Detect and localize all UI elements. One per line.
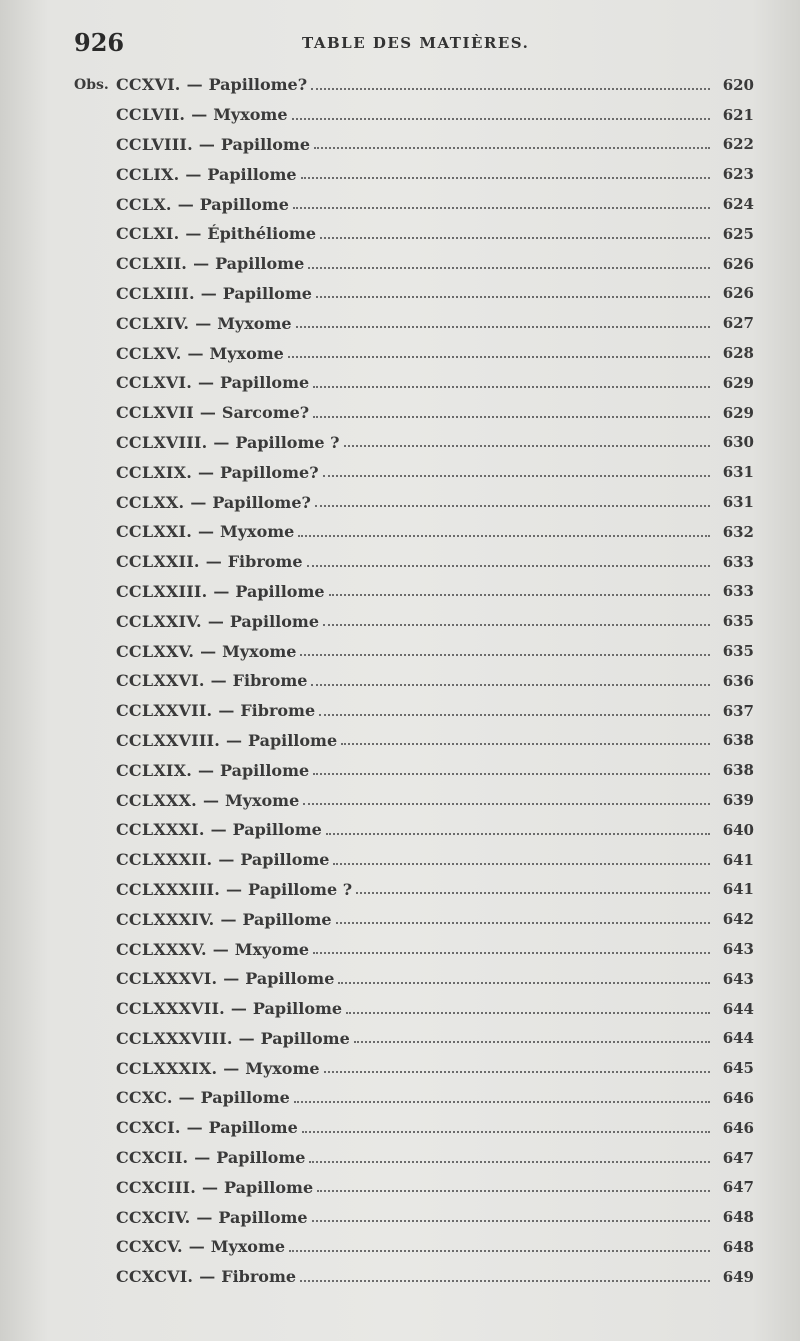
entry-title: Papillome? <box>220 462 319 482</box>
separator-dash: — <box>198 134 215 154</box>
separator-dash: — <box>178 1088 195 1108</box>
toc-entry <box>116 612 720 631</box>
toc-entry <box>116 1088 720 1107</box>
toc-entry <box>116 969 720 988</box>
toc-entry <box>116 1118 720 1137</box>
toc-row <box>74 308 754 338</box>
dot-leader <box>356 892 710 894</box>
toc-entry <box>116 820 720 839</box>
page-reference: 638 <box>722 731 754 750</box>
separator-dash: — <box>177 194 194 214</box>
toc-row <box>74 1172 754 1202</box>
entry-title: Myxome <box>245 1058 320 1078</box>
toc-entry <box>116 165 720 184</box>
dot-leader <box>320 237 710 239</box>
toc-entry <box>116 731 720 750</box>
entry-title: Papillome <box>229 611 319 631</box>
toc-entry <box>116 1237 720 1256</box>
observation-number: CCXCIII. <box>116 1177 196 1197</box>
toc-row <box>74 994 754 1024</box>
separator-dash: — <box>230 999 247 1019</box>
toc-entry <box>116 791 720 810</box>
page-reference: 627 <box>722 314 754 333</box>
toc-row <box>74 666 754 696</box>
toc-entry <box>116 880 720 899</box>
page-reference: 638 <box>722 761 754 780</box>
dot-leader <box>300 1280 710 1282</box>
observation-number: CCLXIII. <box>116 283 195 303</box>
toc-row <box>74 457 754 487</box>
dot-leader <box>314 147 710 149</box>
separator-dash: — <box>212 939 229 959</box>
entry-title: Myxome <box>220 522 295 542</box>
page-reference: 643 <box>722 940 754 958</box>
page-reference: 632 <box>722 522 754 541</box>
entry-title: Papillome <box>223 1177 314 1197</box>
toc-row <box>74 219 754 249</box>
toc-entry <box>116 344 720 363</box>
dot-leader <box>324 1071 710 1073</box>
toc-row <box>74 130 754 160</box>
toc-entry <box>116 1267 720 1286</box>
dot-leader <box>326 833 710 835</box>
entry-title: Myxome <box>213 105 288 125</box>
observation-number: CCXCVI. <box>116 1267 194 1287</box>
separator-dash: — <box>193 254 210 274</box>
observation-number: CCXCV. <box>116 1237 183 1257</box>
observation-number: CCLXXXIX. <box>116 1058 218 1078</box>
entry-title: Papillome <box>232 820 322 840</box>
dot-leader <box>354 1041 710 1043</box>
observation-number: CCLXXVIII. <box>116 730 220 750</box>
observation-number: CCLXXX. <box>116 790 197 810</box>
toc-row <box>74 1232 754 1262</box>
toc-entry <box>116 75 720 94</box>
toc-entry <box>116 761 720 780</box>
separator-dash: — <box>199 403 216 423</box>
toc-row <box>74 785 754 815</box>
dot-leader <box>313 416 710 418</box>
toc-entry <box>116 1148 720 1167</box>
table-of-contents <box>74 70 754 1292</box>
page-reference: 641 <box>722 880 754 899</box>
toc-entry <box>116 1059 720 1078</box>
separator-dash: — <box>238 1028 255 1048</box>
separator-dash: — <box>198 462 215 482</box>
dot-leader <box>311 684 710 686</box>
toc-entry <box>116 403 720 422</box>
page-reference: 641 <box>722 850 754 869</box>
toc-entry <box>116 552 720 571</box>
dot-leader <box>346 1012 710 1014</box>
running-title: TABLE DES MATIÈRES. <box>302 34 530 52</box>
observation-number: CCLXXXIII. <box>116 879 220 899</box>
page-reference: 633 <box>722 552 754 571</box>
page-reference: 631 <box>722 493 754 512</box>
observation-number: CCLXXIV. <box>116 611 202 631</box>
observation-number: CCLXIX. <box>116 760 193 780</box>
dot-leader <box>312 1220 710 1222</box>
dot-leader <box>292 118 710 120</box>
toc-row <box>74 70 754 100</box>
dot-leader <box>336 922 710 924</box>
observation-number: CCXCIV. <box>116 1207 191 1227</box>
toc-row <box>74 338 754 368</box>
separator-dash: — <box>186 1118 203 1138</box>
toc-entry <box>116 940 720 959</box>
toc-row <box>74 1262 754 1292</box>
observation-number: CCLXIX. <box>116 462 193 482</box>
dot-leader <box>294 1101 710 1103</box>
dot-leader <box>300 654 710 656</box>
observation-number: CCLXVIII. <box>116 432 208 452</box>
observation-number: CCLXXVII. <box>116 701 213 721</box>
toc-entry <box>116 493 720 512</box>
toc-row <box>74 368 754 398</box>
separator-dash: — <box>225 730 242 750</box>
separator-dash: — <box>188 1237 205 1257</box>
dot-leader <box>317 1190 710 1192</box>
toc-row <box>74 279 754 309</box>
dot-leader <box>303 803 710 805</box>
dot-leader <box>288 356 710 358</box>
observation-number: CCLXXII. <box>116 552 200 572</box>
observation-number: CCLXX. <box>116 492 185 512</box>
page-reference: 630 <box>722 433 754 452</box>
page-reference: 646 <box>722 1118 754 1137</box>
dot-leader <box>341 743 710 745</box>
dot-leader <box>309 1161 710 1163</box>
dot-leader <box>313 773 710 775</box>
observation-number: CCXCI. <box>116 1118 181 1138</box>
page-reference: 644 <box>722 1029 754 1048</box>
toc-entry <box>116 105 720 124</box>
toc-row <box>74 875 754 905</box>
toc-entry <box>116 671 720 690</box>
entry-title: Papillome <box>220 760 310 780</box>
dot-leader <box>338 982 710 984</box>
page-reference: 637 <box>722 701 754 720</box>
observation-number: CCLXXXVII. <box>116 999 225 1019</box>
entry-title: Papillome <box>208 1118 298 1138</box>
observation-number: CCLX. <box>116 194 172 214</box>
entry-title: Papillome? <box>208 75 308 95</box>
page-reference: 631 <box>722 463 754 482</box>
toc-entry <box>116 314 720 333</box>
dot-leader <box>315 505 710 507</box>
entry-title: Sarcome? <box>221 403 310 423</box>
toc-entry <box>116 910 720 929</box>
toc-row <box>74 159 754 189</box>
page-reference: 646 <box>722 1088 754 1107</box>
toc-row <box>74 696 754 726</box>
observation-number: CCLXXI. <box>116 522 193 542</box>
toc-row <box>74 249 754 279</box>
page-reference: 626 <box>722 284 754 303</box>
toc-row <box>74 636 754 666</box>
separator-dash: — <box>198 373 215 393</box>
page-reference: 624 <box>722 195 754 214</box>
dot-leader <box>329 594 710 596</box>
page-reference: 648 <box>722 1237 754 1256</box>
toc-entry <box>116 701 720 720</box>
page-reference: 621 <box>722 105 754 124</box>
toc-entry <box>116 135 720 154</box>
separator-dash: — <box>218 701 235 721</box>
separator-dash: — <box>202 790 219 810</box>
toc-entry <box>116 1029 720 1048</box>
page-reference: 625 <box>722 224 754 243</box>
entry-title: Papillome ? <box>235 432 340 452</box>
separator-dash: — <box>205 552 222 572</box>
entry-title: Papillome ? <box>247 879 353 899</box>
page-reference: 643 <box>722 969 754 988</box>
toc-row <box>74 1083 754 1113</box>
separator-dash: — <box>201 1177 218 1197</box>
dot-leader <box>311 88 710 90</box>
toc-entry <box>116 195 720 214</box>
entry-title: Fibrome <box>240 701 316 721</box>
entry-title: Papillome <box>220 373 310 393</box>
toc-entry <box>116 582 720 601</box>
separator-dash: — <box>190 492 207 512</box>
page-reference: 639 <box>722 791 754 810</box>
toc-entry <box>116 254 720 273</box>
observation-number: CCLIX. <box>116 164 180 184</box>
observation-number: CCLXIV. <box>116 313 190 333</box>
toc-row <box>74 1113 754 1143</box>
observation-number: CCLXXXVI. <box>116 969 218 989</box>
entry-title: Papillome <box>200 1088 290 1108</box>
toc-row <box>74 547 754 577</box>
page-reference: 645 <box>722 1059 754 1078</box>
entry-title: Épithéliome <box>207 224 316 244</box>
dot-leader <box>308 267 710 269</box>
entry-title: Papillome <box>247 730 338 750</box>
separator-dash: — <box>194 1148 211 1168</box>
toc-entry <box>116 284 720 303</box>
toc-row <box>74 904 754 934</box>
page-reference: 628 <box>722 344 754 363</box>
entry-title: Papillome <box>220 134 311 154</box>
toc-entry <box>116 373 720 392</box>
toc-row <box>74 428 754 458</box>
separator-dash: — <box>210 671 227 691</box>
toc-row <box>74 845 754 875</box>
entry-title: Myxome <box>209 343 284 363</box>
page-reference: 635 <box>722 612 754 631</box>
entry-title: Fibrome <box>227 552 303 572</box>
observation-number: CCLXXIII. <box>116 581 208 601</box>
page-header <box>74 28 734 58</box>
observation-number: CCLXV. <box>116 343 182 363</box>
observation-number: CCXCII. <box>116 1148 189 1168</box>
toc-row <box>74 487 754 517</box>
observation-number: CCLXI. <box>116 224 180 244</box>
toc-entry <box>116 1208 720 1227</box>
entry-title: Papillome <box>235 581 325 601</box>
dot-leader <box>289 1250 710 1252</box>
page-reference: 626 <box>722 254 754 273</box>
dot-leader <box>323 624 710 626</box>
page-reference: 622 <box>722 135 754 154</box>
observation-number: CCLXXV. <box>116 641 195 661</box>
entry-title: Myxome <box>210 1237 286 1257</box>
separator-dash: — <box>200 283 217 303</box>
dot-leader <box>302 1131 710 1133</box>
observation-number: CCLXVI. <box>116 373 193 393</box>
observation-number: CCLXXXII. <box>116 850 213 870</box>
separator-dash: — <box>198 522 215 542</box>
entry-title: Fibrome <box>232 671 308 691</box>
page-number: 926 <box>74 28 125 57</box>
observation-number: CCLVIII. <box>116 134 193 154</box>
toc-row <box>74 398 754 428</box>
toc-row <box>74 726 754 756</box>
toc-row <box>74 755 754 785</box>
entry-title: Papillome <box>260 1028 350 1048</box>
separator-dash: — <box>207 611 224 631</box>
dot-leader <box>313 952 710 954</box>
observation-number: CCLXVII <box>116 403 194 423</box>
separator-dash: — <box>223 1058 240 1078</box>
entry-title: Papillome <box>222 283 312 303</box>
separator-dash: — <box>199 1267 216 1287</box>
toc-entry <box>116 463 720 482</box>
toc-row <box>74 517 754 547</box>
observation-number: CCLXII. <box>116 254 188 274</box>
dot-leader <box>319 714 710 716</box>
separator-dash: — <box>198 760 215 780</box>
dot-leader <box>298 535 710 537</box>
entry-title: Myxome <box>222 641 297 661</box>
entry-title: Papillome <box>199 194 289 214</box>
entry-title: Papillome <box>218 1207 308 1227</box>
entry-title: Papillome? <box>212 492 311 512</box>
separator-dash: — <box>191 105 208 125</box>
separator-dash: — <box>210 820 227 840</box>
toc-entry <box>116 433 720 452</box>
page-reference: 623 <box>722 165 754 184</box>
entry-title: Papillome <box>240 850 330 870</box>
page-reference: 629 <box>722 403 754 422</box>
toc-row <box>74 1024 754 1054</box>
separator-dash: — <box>186 75 203 95</box>
toc-row <box>74 577 754 607</box>
page-reference: 642 <box>722 910 754 929</box>
page-reference: 644 <box>722 999 754 1018</box>
page-reference: 620 <box>722 75 754 94</box>
observation-number: CCLVII. <box>116 105 186 125</box>
dot-leader <box>333 863 710 865</box>
separator-dash: — <box>187 343 204 363</box>
page-reference: 647 <box>722 1178 754 1197</box>
entry-title: Papillome <box>207 164 297 184</box>
dot-leader <box>316 296 710 298</box>
toc-row <box>74 1202 754 1232</box>
page-reference: 633 <box>722 582 754 601</box>
dot-leader <box>296 326 710 328</box>
separator-dash: — <box>223 969 240 989</box>
page-reference: 636 <box>722 671 754 690</box>
dot-leader <box>307 565 710 567</box>
separator-dash: — <box>225 879 242 899</box>
toc-entry <box>116 999 720 1018</box>
entry-title: Papillome <box>242 909 332 929</box>
observation-number: CCXC. <box>116 1088 173 1108</box>
dot-leader <box>301 177 710 179</box>
toc-entry <box>116 850 720 869</box>
observation-number: CCLXXXIV. <box>116 909 215 929</box>
dot-leader <box>313 386 710 388</box>
observation-number: CCLXXXV. <box>116 939 207 959</box>
separator-dash: — <box>185 164 202 184</box>
entry-title: Fibrome <box>221 1267 297 1287</box>
toc-entry <box>116 224 720 243</box>
toc-row <box>74 1143 754 1173</box>
separator-dash: — <box>220 909 237 929</box>
separator-dash: — <box>185 224 202 244</box>
entry-title: Papillome <box>216 1148 306 1168</box>
separator-dash: — <box>218 850 235 870</box>
page-reference: 648 <box>722 1208 754 1227</box>
page-reference: 649 <box>722 1267 754 1286</box>
toc-entry <box>116 1178 720 1197</box>
separator-dash: — <box>195 313 212 333</box>
dot-leader <box>323 475 710 477</box>
observation-number: CCLXXXI. <box>116 820 205 840</box>
toc-row <box>74 815 754 845</box>
observation-number: CCLXXXVIII. <box>116 1028 233 1048</box>
entry-title: Myxome <box>217 313 292 333</box>
toc-entry <box>116 642 720 661</box>
page-reference: 640 <box>722 820 754 839</box>
entry-title: Myxome <box>224 790 300 810</box>
entry-title: Papillome <box>245 969 335 989</box>
toc-row <box>74 100 754 130</box>
toc-row <box>74 934 754 964</box>
toc-row <box>74 1053 754 1083</box>
toc-row <box>74 964 754 994</box>
obs-label: Obs. <box>74 76 109 93</box>
entry-title: Mxyome <box>234 939 310 959</box>
separator-dash: — <box>200 641 217 661</box>
page-reference: 635 <box>722 642 754 661</box>
observation-number: CCLXXVI. <box>116 671 205 691</box>
separator-dash: — <box>213 432 230 452</box>
page-reference: 647 <box>722 1148 754 1167</box>
dot-leader <box>344 445 711 447</box>
entry-title: Papillome <box>252 999 343 1019</box>
toc-row <box>74 189 754 219</box>
separator-dash: — <box>196 1207 213 1227</box>
separator-dash: — <box>213 581 230 601</box>
toc-row <box>74 606 754 636</box>
dot-leader <box>293 207 710 209</box>
toc-entry <box>116 522 720 541</box>
observation-number: CCXVI. <box>116 75 181 95</box>
entry-title: Papillome <box>215 254 305 274</box>
page-reference: 629 <box>722 373 754 392</box>
